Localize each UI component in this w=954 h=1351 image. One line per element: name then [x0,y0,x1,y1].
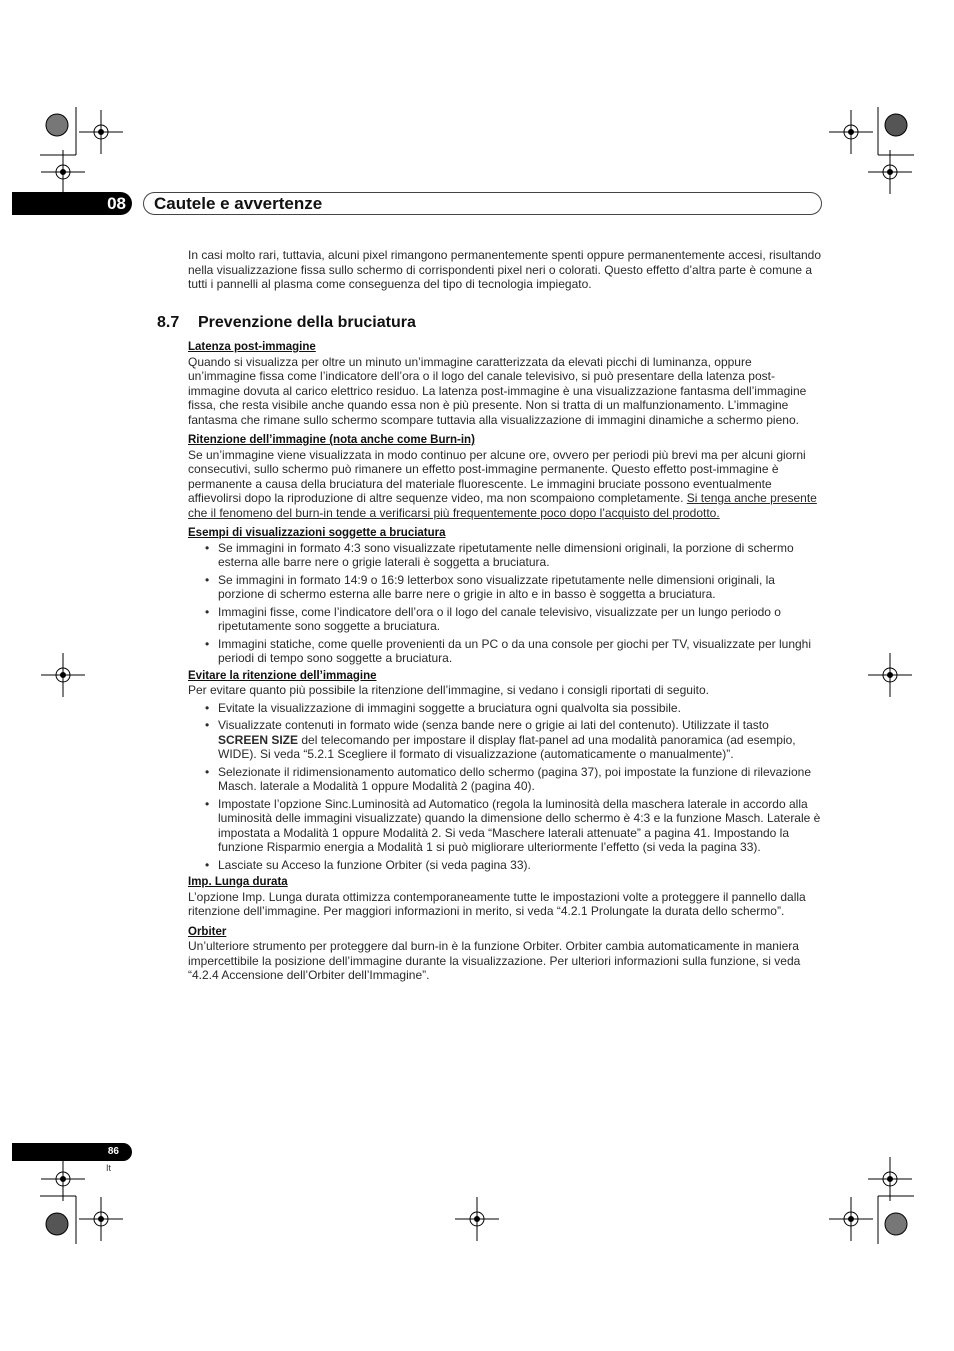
orbiter-heading: Orbiter [188,925,227,938]
screen-size-key-label: SCREEN SIZE [218,732,299,747]
list-item: • Evitate la visualizzazione di immagini soggette a bruciatura ogni qualvolta sia possibile. [188,701,821,716]
list-item: • Selezionate il ridimensionamento automatico dello schermo (pagina 37), poi impostate la funzione di rilevazione Masch. laterale a Modalità 1 oppure Modalità 2 (pagina 40). [188,765,821,794]
imp-heading: Imp. Lunga durata [188,876,288,888]
chapter-title: Cautele e avvertenze [154,194,323,213]
list-item: • Se immagini in formato 4:3 sono visualizzate ripetutamente nelle dimensioni originali, la porzione di schermo esterna alle barre nere o grigie laterali è soggetta a bruciatura. [188,541,821,570]
evitare-list [188,701,821,873]
item-text-pre: Visualizzate contenuti in formato wide (senza bande nere o grigie ai lati del contenuto). Utilizzate il tasto [218,718,769,732]
intro-block [188,248,821,292]
ritenzione-text: Se un’immagine viene visualizzata in modo continuo per alcune ore, ovvero per periodi più brevi ma per alcuni giorni consecutivi, sullo schermo può rimanere un effetto post-immagine permanente. Questo effetto post-immagine è permanente a causa della bruciatura del materiale fluorescente. Le immagini bruciate possono eventualmente affievolirsi dopo la riproduzione di altre sequenze video, ma non scompaiono completamente. [188,447,806,505]
list-item: • Immagini fisse, come l’indicatore dell’ora o il logo del canale televisivo, visualizzate per un lungo periodo o ripetutamente sono soggette a bruciatura. [188,605,821,634]
ritenzione-heading: Ritenzione dell’immagine (nota anche come Burn-in) [188,434,475,446]
ritenzione-underlined-note: Si tenga anche presente che il fenomeno del burn-in tende a verificarsi più frequentemente poco dopo l’acquisto del prodotto. [188,491,817,520]
latenza-paragraph: Quando si visualizza per oltre un minuto un’immagine caratterizzata da elevati picchi di luminanza, oppure un’immagine fissa come l’indicatore dell’ora o il logo del canale televisivo, si può presentare della latenza post-immagine dovuta al carico elettrico residuo. La latenza post-immagine è una visualizzazione fantasma dell’immagine fissa, che resta visibile anche quando essa non è più presente. Non si tratta di un malfunzionamento. L’immagine fantasma che rimane sullo schermo scompare tuttavia alla visualizzazione di immagini dinamiche a schermo pieno. [188,354,807,427]
latenza-heading: Latenza post-immagine [188,341,316,353]
evitare-intro: Per evitare quanto più possibile la ritenzione dell’immagine, si vedano i consigli riportati di seguito. [188,683,709,697]
evitare-heading: Evitare la ritenzione dell’immagine [188,669,377,682]
section-number: 8.7 [157,314,180,331]
list-item: • Lasciate su Acceso la funzione Orbiter (si veda pagina 33). [188,858,821,873]
list-item: • Immagini statiche, come quelle provenienti da un PC o da una console per giochi per TV, visualizzate per lunghi periodi di tempo sono soggette a bruciatura. [188,637,821,666]
imp-paragraph: L’opzione Imp. Lunga durata ottimizza contemporaneamente tutte le impostazioni volte a proteggere il pannello dalla ritenzione dell’immagine. Per maggiori informazioni in merito, si veda “4.2.1 Prolungate la durata dello schermo”. [188,889,806,918]
section-title: Prevenzione della bruciatura [198,314,416,331]
list-item [188,718,821,762]
section-heading [157,313,416,333]
intro-paragraph: In casi molto rari, tuttavia, alcuni pixel rimangono permanentemente spenti oppure permanentemente accesi, risultando nella visualizzazione fissa sullo schermo di corrispondenti pixel neri o colorati. Questo effetto d’altra parte è comune a tutti i pannelli al plasma come conseguenza del tipo di tecnologia impiegato. [188,248,822,291]
section-body [188,340,821,983]
list-item: • Se immagini in formato 14:9 o 16:9 letterbox sono visualizzate ripetutamente nelle dimensioni originali, la porzione di schermo esterna alle barre nere o grigie in alto e in basso è soggetta a bruciatura. [188,573,821,602]
page-number-badge: 86 [12,1143,132,1161]
orbiter-paragraph: Un’ulteriore strumento per proteggere dal burn-in è la funzione Orbiter. Orbiter cambia automaticamente in maniera impercettibile la posizione dell’immagine durante la visualizzazione. Per ulteriori informazioni sulla funzione, si veda “4.2.4 Accensione dell’Orbiter dell’Immagine”. [188,939,801,982]
esempi-heading: Esempi di visualizzazioni soggette a bruciatura [188,527,446,539]
list-item: • Impostate l’opzione Sinc.Luminosità ad Automatico (regola la luminosità della maschera laterale in accordo alla luminosità delle immagini visualizzate) quando la dimensione dello schermo è 4:3 e la funzione Masch. Laterale è impostata a Modalità 1 oppure Modalità 2. Si veda “Maschere laterali attenuate” a pagina 41. Impostando la funzione Risparmio energia a Modalità 1 si può migliorare ulteriormente l’effetto (si veda la pagina 33). [188,797,821,855]
esempi-list [188,541,821,666]
chapter-number-badge: 08 [12,192,132,215]
item-text-post: del telecomando per impostare il display flat-panel ad una modalità panoramica (ad esempio, WIDE). Si veda “5.2.1 Scegliere il formato di visualizzazione (automaticamente o manualmente)”. [218,732,796,761]
ritenzione-paragraph [188,448,821,521]
language-code: It [106,1163,112,1173]
